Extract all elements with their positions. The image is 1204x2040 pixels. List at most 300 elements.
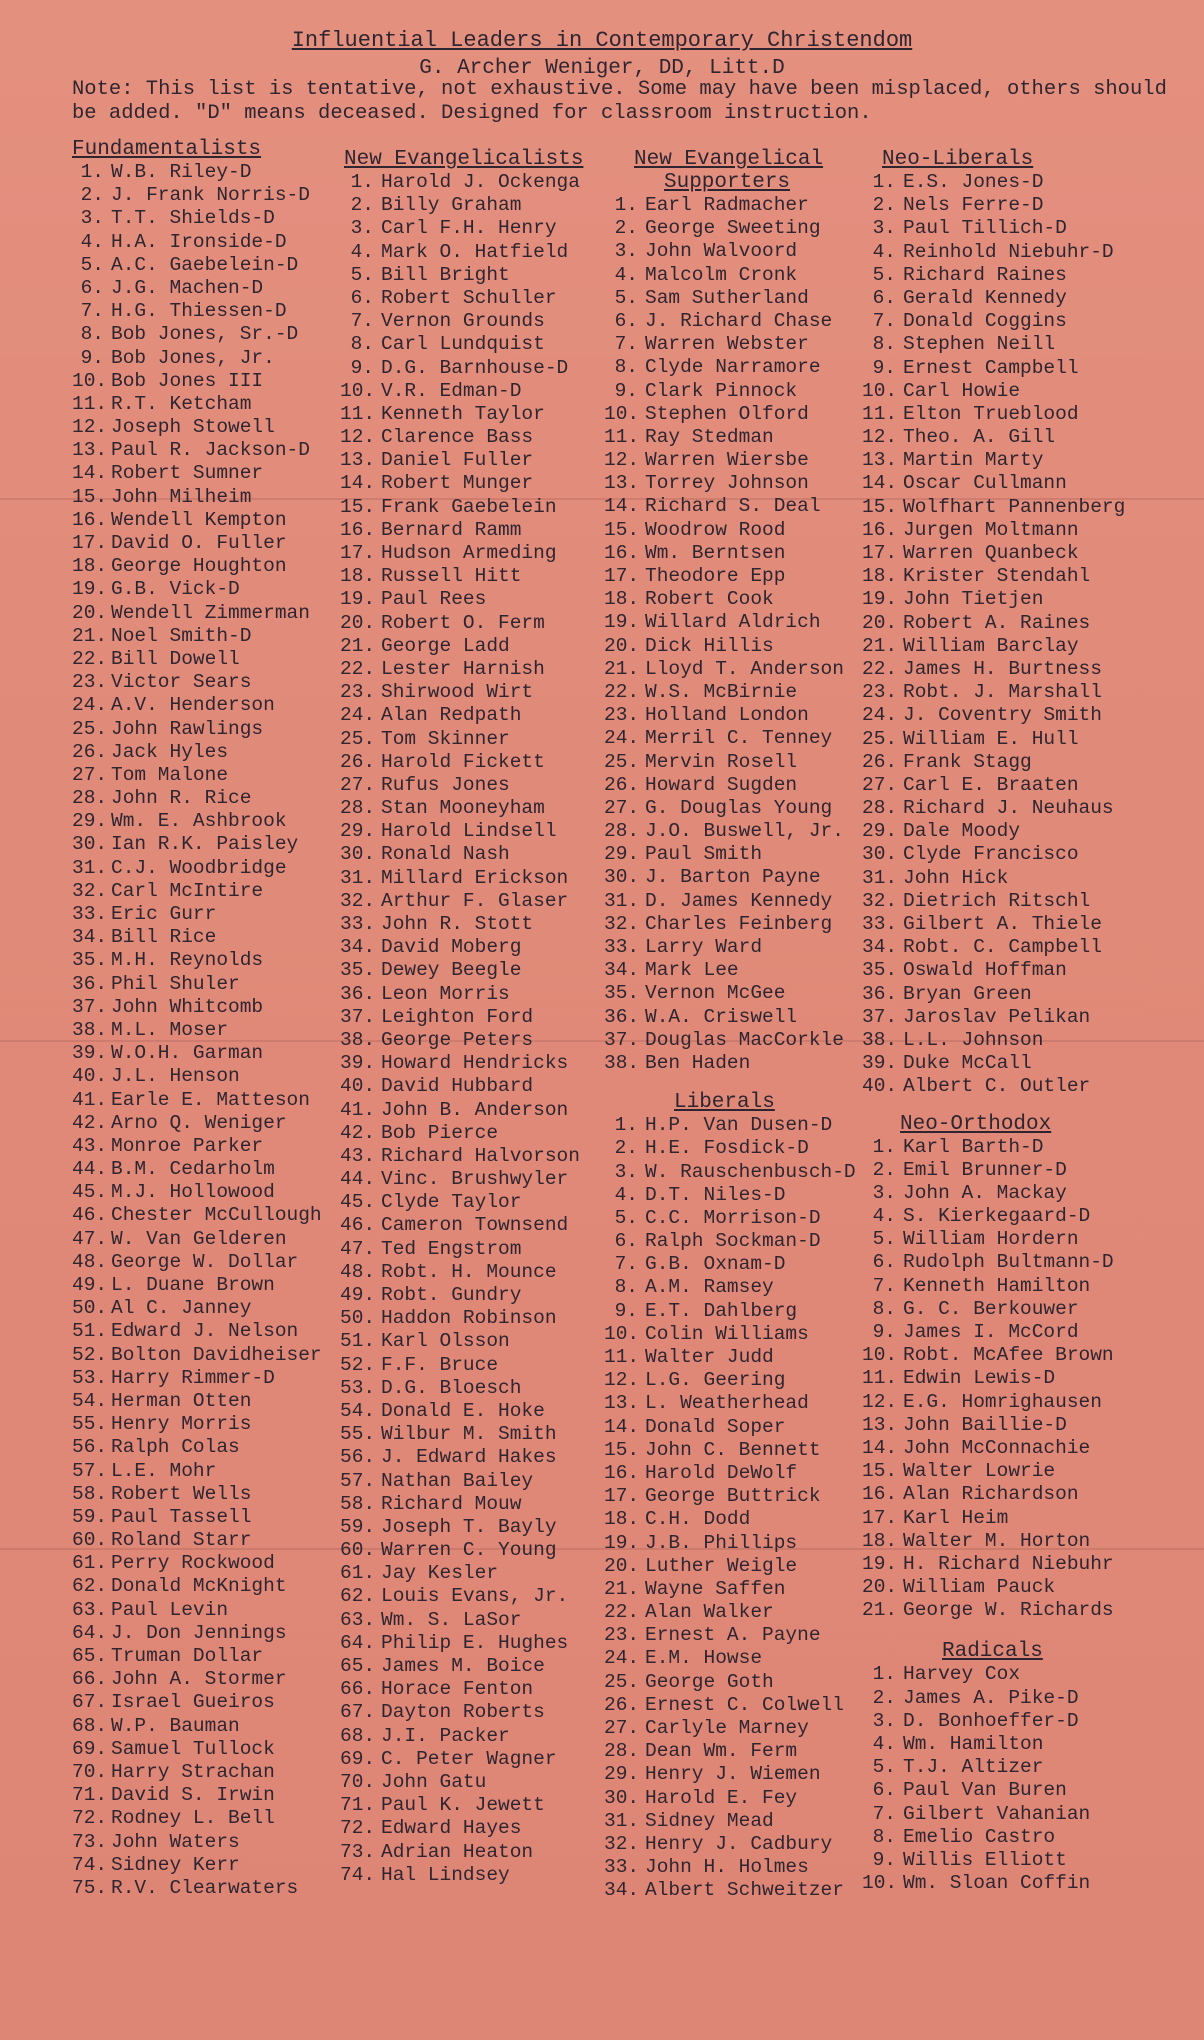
list-item: [604, 774, 856, 797]
document-author: G. Archer Weniger, DD, Litt.D: [419, 57, 785, 80]
list-item: [862, 1826, 1125, 1849]
leader-name: E.T. Dahlberg: [645, 1299, 798, 1322]
list-item: [604, 1207, 856, 1230]
section-heading-neo-orthodox: Neo-Orthodox: [900, 1112, 1052, 1136]
list-item: [862, 820, 1125, 843]
leader-name: Larry Ward: [645, 936, 763, 958]
item-number: 56.: [72, 1436, 108, 1459]
item-number: 30.: [72, 833, 108, 856]
leader-name: George Buttrick: [645, 1485, 821, 1508]
leader-name: Edward Hayes: [381, 1817, 522, 1840]
leader-name: M.H. Reynolds: [111, 949, 264, 972]
item-number: 13.: [604, 472, 640, 495]
leader-name: Henry J. Wiemen: [645, 1763, 821, 1786]
list-item: [604, 1114, 856, 1137]
list-item: [340, 1423, 583, 1446]
list-item: [604, 1137, 856, 1160]
item-number: 45.: [72, 1181, 108, 1204]
list-item: [862, 519, 1125, 542]
leader-name: Ralph Colas: [111, 1436, 240, 1459]
leader-name: Al C. Janney: [111, 1297, 252, 1320]
leader-name: Oswald Hoffman: [903, 959, 1067, 982]
leader-name: T.J. Altizer: [903, 1756, 1044, 1779]
leader-name: J.G. Machen-D: [111, 276, 264, 299]
leader-name: John Waters: [111, 1830, 240, 1853]
leader-name: Bill Bright: [381, 263, 510, 286]
leader-name: Vinc. Brushwyler: [381, 1168, 569, 1191]
list-item: [604, 1276, 856, 1299]
list-item: [72, 161, 322, 184]
leader-name: David O. Fuller: [111, 532, 287, 554]
item-number: 62.: [72, 1575, 108, 1598]
list-item: [340, 1701, 583, 1724]
list-item: [604, 1833, 856, 1856]
item-number: 27.: [340, 773, 376, 796]
list-item: [862, 1391, 1125, 1414]
list-item: [862, 217, 1125, 240]
list-item: [72, 1158, 322, 1181]
list-item: [340, 333, 583, 356]
leader-name: Rufus Jones: [381, 773, 510, 796]
list-item: [72, 764, 322, 787]
list-item: [604, 449, 856, 472]
leader-name: Emil Brunner-D: [903, 1158, 1067, 1181]
leader-name: Walter Judd: [645, 1346, 774, 1368]
item-number: 20.: [604, 634, 640, 657]
item-number: 56.: [340, 1446, 376, 1469]
list-item: [862, 1182, 1125, 1205]
item-number: 36.: [862, 982, 898, 1005]
list-item: [72, 1228, 322, 1251]
item-number: 44.: [340, 1168, 376, 1191]
list-item: [72, 625, 322, 648]
list-item: [340, 1307, 583, 1330]
list-item: [340, 1122, 583, 1145]
item-number: 30.: [862, 843, 898, 866]
item-number: 27.: [604, 1717, 640, 1739]
item-number: 7.: [350, 310, 374, 333]
item-number: 51.: [72, 1320, 108, 1343]
list-item: [604, 1578, 856, 1601]
leader-name: Howard Sugden: [645, 773, 798, 796]
list-item: [862, 1075, 1125, 1098]
list-item: [862, 1687, 1125, 1710]
list-item: [340, 1493, 583, 1516]
leader-name: Robt. McAfee Brown: [903, 1344, 1114, 1367]
item-number: 29.: [604, 843, 640, 866]
leader-name: Monroe Parker: [111, 1134, 264, 1157]
column-new-evangelicalists: [340, 148, 583, 1887]
item-number: 2.: [872, 1686, 896, 1709]
item-number: 4.: [872, 240, 896, 263]
list-item: [72, 1715, 322, 1738]
item-number: 11.: [72, 392, 108, 415]
leader-name: Holland London: [645, 704, 809, 727]
item-number: 9.: [614, 379, 638, 402]
list-item: [72, 1065, 322, 1088]
list-item: [862, 843, 1125, 866]
item-number: 66.: [340, 1678, 376, 1701]
leader-name: Richard Halvorson: [381, 1144, 580, 1167]
item-number: 15.: [72, 485, 108, 508]
item-number: 1.: [614, 1114, 638, 1137]
item-number: 42.: [72, 1111, 108, 1134]
list-item: [862, 171, 1125, 194]
item-number: 46.: [340, 1214, 376, 1237]
item-number: 32.: [862, 889, 898, 912]
leader-name: Luther Weigle: [645, 1554, 798, 1577]
list-item: [340, 241, 583, 264]
leader-name: Perry Rockwood: [111, 1552, 275, 1575]
neo-orthodox-list: [862, 1136, 1125, 1623]
leader-name: T.T. Shields-D: [111, 207, 275, 230]
leader-name: John McConnachie: [903, 1436, 1091, 1459]
leader-name: Alan Walker: [645, 1601, 774, 1624]
list-item: [72, 602, 322, 625]
list-item: [862, 1507, 1125, 1530]
list-item: [340, 449, 583, 472]
item-number: 8.: [350, 333, 374, 356]
list-item: [340, 1006, 583, 1029]
list-item: [72, 857, 322, 880]
list-item: [862, 1006, 1125, 1029]
item-number: 37.: [340, 1005, 376, 1028]
item-number: 67.: [72, 1691, 108, 1714]
leader-name: William Pauck: [903, 1576, 1056, 1599]
list-item: [604, 356, 856, 379]
leader-name: John H. Holmes: [645, 1856, 809, 1879]
list-item: [340, 565, 583, 588]
list-item: [604, 380, 856, 403]
leader-name: Edward J. Nelson: [111, 1320, 299, 1343]
leader-name: J. Don Jennings: [111, 1621, 287, 1644]
leader-name: Paul Rees: [381, 588, 487, 611]
list-item: [340, 1075, 583, 1098]
list-item: [72, 1691, 322, 1714]
item-number: 27.: [72, 763, 108, 786]
item-number: 25.: [604, 750, 640, 773]
leader-name: W. Rauschenbusch-D: [645, 1160, 856, 1183]
leader-name: J.O. Buswell, Jr.: [645, 820, 844, 843]
item-number: 19.: [862, 1552, 898, 1575]
leader-name: James H. Burtness: [903, 657, 1102, 680]
list-item: [862, 681, 1125, 704]
list-item: [340, 217, 583, 240]
leader-name: Ben Haden: [645, 1051, 751, 1074]
item-number: 53.: [72, 1366, 108, 1389]
item-number: 58.: [72, 1482, 108, 1505]
list-item: [340, 403, 583, 426]
leader-name: John B. Anderson: [381, 1098, 569, 1121]
item-number: 4.: [614, 1183, 638, 1206]
item-number: 33.: [862, 913, 898, 935]
list-item: [604, 820, 856, 843]
list-item: [340, 751, 583, 774]
item-number: 70.: [340, 1770, 376, 1793]
list-item: [604, 217, 856, 240]
list-item: [72, 555, 322, 578]
leader-name: Russell Hitt: [381, 565, 522, 588]
leader-name: Jack Hyles: [111, 740, 229, 763]
list-item: [340, 1725, 583, 1748]
item-number: 54.: [72, 1389, 108, 1412]
list-item: [862, 913, 1125, 936]
item-number: 63.: [340, 1608, 376, 1631]
item-number: 12.: [862, 1390, 898, 1413]
item-number: 14.: [862, 1436, 898, 1459]
list-item: [604, 1485, 856, 1508]
leader-name: Nathan Bailey: [381, 1469, 534, 1492]
leader-name: V.R. Edman-D: [381, 379, 522, 402]
item-number: 11.: [862, 1367, 898, 1390]
list-item: [604, 1601, 856, 1624]
item-number: 22.: [862, 657, 898, 680]
item-number: 1.: [80, 161, 104, 183]
item-number: 4.: [80, 230, 104, 253]
item-number: 25.: [72, 717, 108, 740]
list-item: [862, 1733, 1125, 1756]
leader-name: Roland Starr: [111, 1529, 252, 1552]
list-item: [862, 1849, 1125, 1872]
item-number: 69.: [72, 1737, 108, 1760]
leader-name: Stan Mooneyham: [381, 797, 545, 820]
column-neo-groups: [862, 148, 1125, 1895]
list-item: [340, 1585, 583, 1608]
list-item: [604, 982, 856, 1005]
item-number: 22.: [340, 657, 376, 680]
item-number: 27.: [604, 796, 640, 819]
list-item: [604, 1300, 856, 1323]
leader-name: H. Richard Niebuhr: [903, 1552, 1114, 1575]
list-item: [72, 1019, 322, 1042]
leader-name: J.B. Phillips: [645, 1531, 798, 1554]
list-item: [862, 287, 1125, 310]
item-number: 32.: [72, 879, 108, 902]
item-number: 11.: [604, 425, 640, 448]
leader-name: Lloyd T. Anderson: [645, 657, 844, 680]
list-item: [340, 426, 583, 449]
list-item: [862, 1136, 1125, 1159]
leader-name: Shirwood Wirt: [381, 681, 534, 704]
item-number: 17.: [340, 542, 376, 564]
item-number: 20.: [862, 1576, 898, 1599]
list-item: [72, 1274, 322, 1297]
leader-name: Henry J. Cadbury: [645, 1832, 833, 1855]
item-number: 49.: [72, 1274, 108, 1296]
list-item: [72, 926, 322, 949]
list-item: [604, 1740, 856, 1763]
item-number: 20.: [340, 611, 376, 634]
leader-name: J.I. Packer: [381, 1724, 510, 1747]
list-item: [862, 1803, 1125, 1826]
item-number: 38.: [72, 1018, 108, 1041]
list-item: [340, 1029, 583, 1052]
leader-name: Horace Fenton: [381, 1678, 534, 1701]
item-number: 26.: [72, 740, 108, 763]
item-number: 10.: [340, 379, 376, 402]
leader-name: W. Van Gelderen: [111, 1227, 287, 1250]
leader-name: M.L. Moser: [111, 1018, 229, 1041]
item-number: 75.: [72, 1876, 108, 1899]
list-item: [340, 1864, 583, 1887]
leader-name: Ralph Sockman-D: [645, 1230, 821, 1253]
leader-name: Harold E. Fey: [645, 1786, 798, 1809]
list-item: [72, 1320, 322, 1343]
leader-name: Leon Morris: [381, 982, 510, 1005]
leader-name: George Peters: [381, 1028, 534, 1051]
leader-name: Theo. A. Gill: [903, 426, 1056, 449]
list-item: [340, 171, 583, 194]
list-item: [862, 1159, 1125, 1182]
item-number: 1.: [350, 171, 374, 193]
radicals-list: [862, 1663, 1125, 1895]
section-heading-fundamentalists: Fundamentalists: [72, 138, 262, 161]
leader-name: Donald Coggins: [903, 310, 1067, 333]
leader-name: D. Bonhoeffer-D: [903, 1709, 1079, 1732]
list-item: [72, 1436, 322, 1459]
item-number: 4.: [872, 1205, 896, 1228]
leader-name: J. Frank Norris-D: [111, 184, 310, 207]
list-item: [72, 1831, 322, 1854]
item-number: 10.: [862, 379, 898, 402]
item-number: 57.: [340, 1469, 376, 1492]
list-item: [72, 254, 322, 277]
item-number: 9.: [614, 1299, 638, 1322]
leader-name: Alan Richardson: [903, 1483, 1079, 1506]
leader-name: Bob Jones, Jr.: [111, 346, 275, 369]
leader-name: Vernon Grounds: [381, 310, 545, 333]
list-item: [862, 333, 1125, 356]
leader-name: Warren C. Young: [381, 1539, 557, 1562]
item-number: 6.: [350, 286, 374, 309]
list-item: [72, 207, 322, 230]
leader-name: Frank Gaebelein: [381, 495, 557, 518]
list-item: [604, 1253, 856, 1276]
leader-name: Harold Fickett: [381, 750, 545, 773]
item-number: 49.: [340, 1284, 376, 1306]
item-number: 3.: [614, 1160, 638, 1183]
leader-name: James M. Boice: [381, 1655, 545, 1677]
item-number: 18.: [862, 565, 898, 588]
leader-name: John Rawlings: [111, 717, 264, 740]
leader-name: Sam Sutherland: [645, 286, 809, 309]
list-item: [72, 1042, 322, 1065]
item-number: 16.: [340, 518, 376, 541]
list-item: [340, 380, 583, 403]
leader-name: Harold DeWolf: [645, 1461, 798, 1484]
item-number: 7.: [614, 333, 638, 356]
list-item: [72, 1413, 322, 1436]
leader-name: Robert Cook: [645, 588, 774, 611]
leader-name: E.M. Howse: [645, 1647, 763, 1670]
item-number: 26.: [604, 1693, 640, 1716]
item-number: 55.: [72, 1413, 108, 1436]
title-block: [0, 28, 1204, 80]
leader-name: Carl E. Braaten: [903, 773, 1079, 796]
leader-name: John A. Stormer: [111, 1668, 287, 1691]
list-item: [340, 1354, 583, 1377]
item-number: 67.: [340, 1701, 376, 1724]
list-item: [72, 532, 322, 555]
list-item: [862, 1414, 1125, 1437]
item-number: 42.: [340, 1121, 376, 1144]
item-number: 13.: [604, 1392, 640, 1415]
item-number: 64.: [72, 1621, 108, 1644]
new-evangelicalists-list: [340, 171, 583, 1887]
list-item: [862, 1228, 1125, 1251]
list-item: [72, 880, 322, 903]
list-item: [862, 1483, 1125, 1506]
leader-name: Robert Munger: [381, 472, 534, 495]
list-item: [862, 1553, 1125, 1576]
leader-name: Carlyle Marney: [645, 1717, 809, 1739]
list-item: [340, 612, 583, 635]
list-item: [604, 495, 856, 518]
list-item: [604, 403, 856, 426]
leader-name: Kenneth Hamilton: [903, 1274, 1091, 1297]
item-number: 5.: [872, 1228, 896, 1251]
leader-name: Paul Levin: [111, 1598, 229, 1621]
leader-name: W.S. McBirnie: [645, 680, 798, 703]
section-heading-new-evangelicalists: New Evangelicalists: [344, 148, 584, 171]
leader-name: D.G. Bloesch: [381, 1376, 522, 1399]
list-item: [340, 1168, 583, 1191]
item-number: 24.: [604, 727, 640, 750]
leader-name: Wm. E. Ashbrook: [111, 810, 287, 833]
item-number: 18.: [604, 1508, 640, 1531]
leader-name: Warren Webster: [645, 333, 809, 356]
leader-name: Paul K. Jewett: [381, 1794, 545, 1817]
list-item: [604, 1717, 856, 1740]
neo-liberals-list: [862, 171, 1125, 1099]
item-number: 22.: [604, 680, 640, 703]
item-number: 54.: [340, 1399, 376, 1422]
leader-name: Billy Graham: [381, 194, 522, 217]
item-number: 65.: [72, 1645, 108, 1667]
list-item: [604, 1763, 856, 1786]
item-number: 8.: [614, 356, 638, 379]
list-item: [862, 1460, 1125, 1483]
leader-name: Joseph T. Bayly: [381, 1515, 557, 1538]
item-number: 14.: [604, 1415, 640, 1438]
leader-name: W.A. Criswell: [645, 1005, 798, 1028]
leader-name: Albert Schweitzer: [645, 1879, 844, 1902]
item-number: 17.: [604, 565, 640, 587]
leader-name: A.M. Ramsey: [645, 1276, 774, 1299]
list-item: [862, 1298, 1125, 1321]
leader-name: John A. Mackay: [903, 1181, 1067, 1204]
liberals-list: [604, 1114, 856, 1902]
list-item: [862, 449, 1125, 472]
list-item: [604, 1323, 856, 1346]
list-item: [72, 184, 322, 207]
leader-name: Carl Howie: [903, 379, 1021, 402]
item-number: 64.: [340, 1631, 376, 1654]
leader-name: Leighton Ford: [381, 1005, 534, 1028]
item-number: 36.: [72, 972, 108, 995]
list-item: [72, 509, 322, 532]
list-item: [604, 1230, 856, 1253]
list-item: [340, 867, 583, 890]
list-item: [72, 973, 322, 996]
list-item: [340, 1446, 583, 1469]
item-number: 39.: [862, 1052, 898, 1075]
item-number: 16.: [862, 518, 898, 541]
list-item: [862, 612, 1125, 635]
leader-name: Martin Marty: [903, 449, 1044, 472]
leader-name: Kenneth Taylor: [381, 402, 545, 425]
item-number: 5.: [350, 263, 374, 286]
